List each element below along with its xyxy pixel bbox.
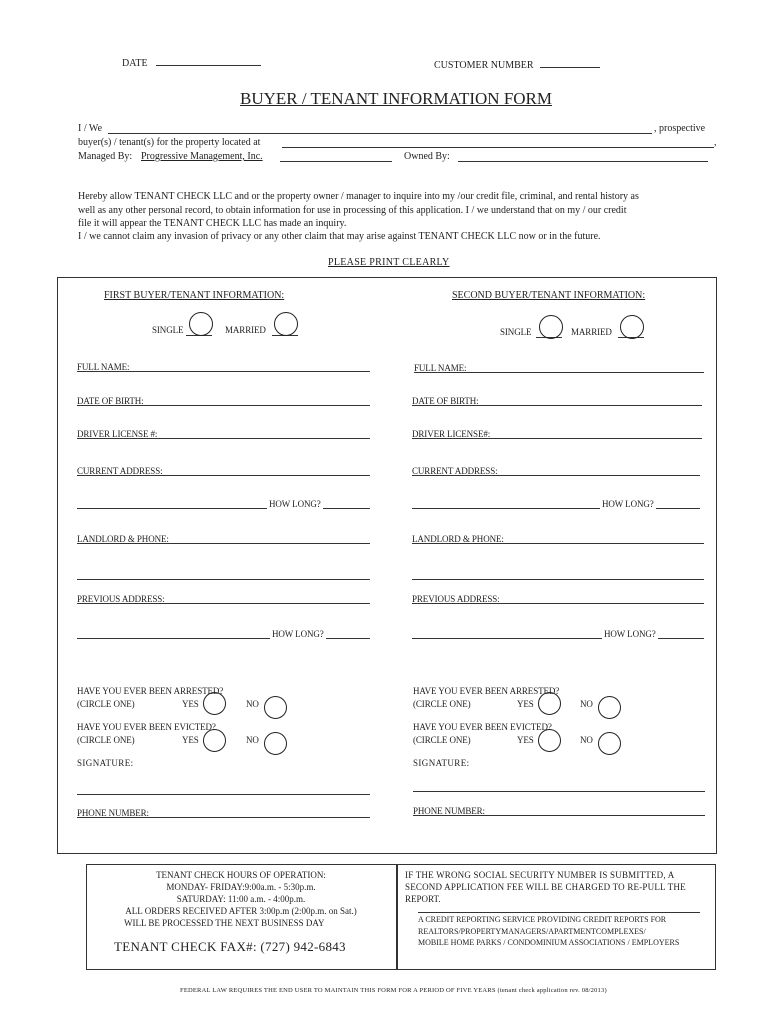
first-evicted-no-circle[interactable] — [264, 732, 287, 755]
second-signature-label: SIGNATURE: — [413, 758, 470, 768]
second-how-long-input-2[interactable] — [658, 638, 704, 639]
print-clearly-label: PLEASE PRINT CLEARLY — [328, 257, 450, 268]
second-dob-label: DATE OF BIRTH: — [412, 396, 479, 406]
first-current-address-input-2[interactable] — [77, 508, 267, 509]
first-phone-input[interactable] — [77, 817, 370, 818]
second-current-address-input[interactable] — [412, 475, 700, 476]
hours-line-1: TENANT CHECK HOURS OF OPERATION: — [156, 870, 326, 880]
notice-line-1: IF THE WRONG SOCIAL SECURITY NUMBER IS SUBMITTED, A — [405, 870, 675, 880]
second-evicted-yes-circle[interactable] — [538, 729, 561, 752]
iwe-input-line[interactable] — [108, 133, 652, 134]
second-phone-label: PHONE NUMBER: — [413, 806, 485, 816]
auth-line-3: file it will appear the TENANT CHECK LLC has made an inquiry. — [78, 218, 347, 229]
second-evicted-no-circle[interactable] — [598, 732, 621, 755]
first-signature-label: SIGNATURE: — [77, 758, 134, 768]
customer-number-field[interactable] — [434, 60, 600, 71]
first-arrested-yes-circle[interactable] — [203, 692, 226, 715]
property-input-line[interactable] — [282, 147, 714, 148]
second-current-address-input-2[interactable] — [412, 508, 600, 509]
notice-divider — [418, 912, 700, 913]
first-how-long-input-1[interactable] — [323, 508, 370, 509]
first-previous-address-label: PREVIOUS ADDRESS: — [77, 594, 165, 604]
notice-line-3: REPORT. — [405, 894, 441, 904]
property-label: buyer(s) / tenant(s) for the property located at — [78, 137, 261, 148]
second-arrested-no-circle[interactable] — [598, 696, 621, 719]
second-previous-address-input[interactable] — [412, 603, 704, 604]
second-how-long-input-1[interactable] — [656, 508, 700, 509]
iwe-label: I / We — [78, 123, 103, 134]
first-license-input[interactable] — [77, 438, 370, 439]
second-license-label: DRIVER LICENSE#: — [412, 429, 491, 439]
first-evicted-yes-label: YES — [182, 735, 199, 745]
second-circle-one-1: (CIRCLE ONE) — [413, 699, 471, 709]
managed-by-value: Progressive Management, Inc. — [141, 151, 263, 162]
property-comma: , — [714, 137, 717, 148]
owned-by-label: Owned By: — [404, 151, 450, 162]
hours-line-5: WILL BE PROCESSED THE NEXT BUSINESS DAY — [124, 918, 325, 928]
first-previous-address-input-2[interactable] — [77, 638, 270, 639]
second-single-circle[interactable] — [539, 315, 563, 339]
second-previous-address-label: PREVIOUS ADDRESS: — [412, 594, 500, 604]
managed-by-line — [280, 161, 392, 162]
first-circle-one-1: (CIRCLE ONE) — [77, 699, 135, 709]
auth-line-1: Hereby allow TENANT CHECK LLC and or the property owner / manager to inquire into my /our credit file, criminal, and rental history as — [78, 191, 639, 202]
first-phone-label: PHONE NUMBER: — [77, 808, 149, 818]
second-arrested-label: HAVE YOU EVER BEEN ARRESTED? — [413, 686, 560, 696]
second-circle-one-2: (CIRCLE ONE) — [413, 735, 471, 745]
first-arrested-yes-label: YES — [182, 699, 199, 709]
second-married-circle[interactable] — [620, 315, 644, 339]
footer-notice: FEDERAL LAW REQUIRES THE END USER TO MAINTAIN THIS FORM FOR A PERIOD OF FIVE YEARS (tenant check application rev. 08/2013) — [180, 987, 607, 994]
second-previous-address-input-2[interactable] — [412, 638, 602, 639]
second-license-input[interactable] — [412, 438, 702, 439]
hours-line-4: ALL ORDERS RECEIVED AFTER 3:00p.m (2:00p.m. on Sat.) — [125, 906, 357, 916]
first-landlord-label: LANDLORD & PHONE: — [77, 534, 169, 544]
second-arrested-yes-label: YES — [517, 699, 534, 709]
first-dob-label: DATE OF BIRTH: — [77, 396, 144, 406]
applicant-info-box — [57, 277, 717, 854]
second-single-label: SINGLE — [500, 327, 532, 337]
first-current-address-label: CURRENT ADDRESS: — [77, 466, 163, 476]
second-landlord-input-2[interactable] — [412, 579, 704, 580]
second-evicted-label: HAVE YOU EVER BEEN EVICTED? — [413, 722, 552, 732]
first-how-long-input-2[interactable] — [326, 638, 370, 639]
first-dob-input[interactable] — [77, 405, 370, 406]
first-how-long-label-1: HOW LONG? — [269, 499, 321, 509]
first-married-label: MARRIED — [225, 325, 266, 335]
second-heading: SECOND BUYER/TENANT INFORMATION: — [452, 290, 646, 301]
first-evicted-no-label: NO — [246, 735, 259, 745]
customer-number-label: CUSTOMER NUMBER — [434, 60, 534, 71]
second-current-address-label: CURRENT ADDRESS: — [412, 466, 498, 476]
owned-by-input-line[interactable] — [458, 161, 708, 162]
first-arrested-label: HAVE YOU EVER BEEN ARRESTED? — [77, 686, 224, 696]
first-heading: FIRST BUYER/TENANT INFORMATION: — [104, 290, 285, 301]
service-line-3: MOBILE HOME PARKS / CONDOMINIUM ASSOCIATIONS / EMPLOYERS — [418, 938, 680, 947]
first-full-name-input[interactable] — [77, 371, 370, 372]
second-how-long-label-1: HOW LONG? — [602, 499, 654, 509]
second-evicted-no-label: NO — [580, 735, 593, 745]
first-landlord-input[interactable] — [77, 543, 370, 544]
auth-line-4: I / we cannot claim any invasion of privacy or any other claim that may arise against TENANT CHECK LLC now or in the future. — [78, 231, 601, 242]
managed-by-label: Managed By: — [78, 151, 133, 162]
second-full-name-input[interactable] — [414, 372, 704, 373]
first-arrested-no-circle[interactable] — [264, 696, 287, 719]
hours-line-3: SATURDAY: 11:00 a.m. - 4:00p.m. — [176, 894, 306, 904]
second-full-name-label: FULL NAME: — [414, 363, 467, 373]
first-single-circle[interactable] — [189, 312, 213, 336]
first-evicted-yes-circle[interactable] — [203, 729, 226, 752]
first-evicted-label: HAVE YOU EVER BEEN EVICTED? — [77, 722, 216, 732]
second-phone-input[interactable] — [413, 815, 705, 816]
first-full-name-label: FULL NAME: — [77, 362, 130, 372]
first-license-label: DRIVER LICENSE #: — [77, 429, 158, 439]
second-dob-input[interactable] — [412, 405, 702, 406]
first-landlord-input-2[interactable] — [77, 579, 370, 580]
service-line-1: A CREDIT REPORTING SERVICE PROVIDING CREDIT REPORTS FOR — [418, 915, 667, 924]
first-current-address-input[interactable] — [77, 475, 370, 476]
first-how-long-label-2: HOW LONG? — [272, 629, 324, 639]
first-circle-one-2: (CIRCLE ONE) — [77, 735, 135, 745]
second-married-label: MARRIED — [571, 327, 612, 337]
date-label: DATE — [122, 58, 148, 69]
date-field[interactable] — [122, 58, 261, 69]
second-how-long-label-2: HOW LONG? — [604, 629, 656, 639]
first-arrested-no-label: NO — [246, 699, 259, 709]
first-married-circle[interactable] — [274, 312, 298, 336]
auth-line-2: well as any other personal record, to obtain information for use in processing of this application. I / we understand that on my / our credit — [78, 205, 627, 216]
service-line-2: REALTORS/PROPERTYMANAGERS/APARTMENTCOMPLEXES/ — [418, 927, 646, 936]
first-single-label: SINGLE — [152, 325, 184, 335]
second-landlord-input[interactable] — [412, 543, 704, 544]
first-signature-input[interactable] — [77, 794, 370, 795]
fax-number: TENANT CHECK FAX#: (727) 942-6843 — [114, 939, 346, 954]
first-previous-address-input[interactable] — [77, 603, 370, 604]
second-landlord-label: LANDLORD & PHONE: — [412, 534, 504, 544]
prospective-label: , prospective — [654, 123, 706, 134]
second-arrested-yes-circle[interactable] — [538, 692, 561, 715]
second-arrested-no-label: NO — [580, 699, 593, 709]
second-evicted-yes-label: YES — [517, 735, 534, 745]
page-title: BUYER / TENANT INFORMATION FORM — [240, 89, 553, 108]
notice-line-2: SECOND APPLICATION FEE WILL BE CHARGED TO RE-PULL THE — [405, 882, 686, 892]
hours-line-2: MONDAY- FRIDAY:9:00a.m. - 5:30p.m. — [166, 882, 316, 892]
second-signature-input[interactable] — [413, 791, 705, 792]
